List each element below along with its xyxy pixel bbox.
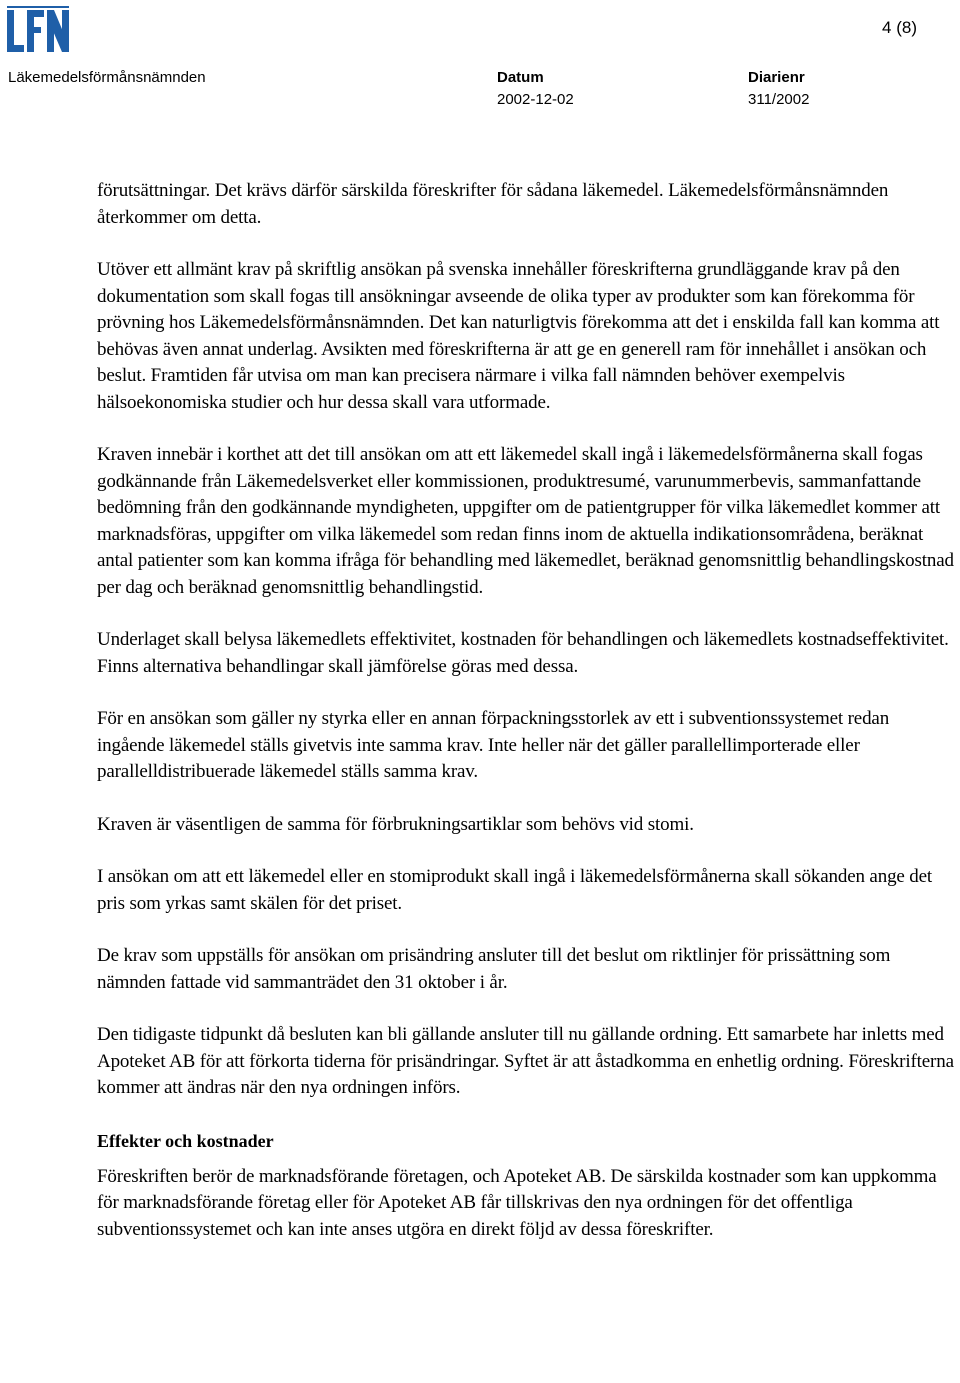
document-body — [97, 178, 959, 1269]
date-label — [497, 69, 544, 87]
org-name: Läkemedelsförmånsnämnden — [8, 69, 206, 86]
paragraph: förutsättningar. Det krävs därför särskilda föreskrifter för sådana läkemedel. Läkemedelsförmånsnämnden återkommer om detta. — [97, 180, 889, 228]
page-number: 4 (8) — [882, 18, 917, 37]
diarienr-label — [748, 69, 805, 87]
paragraph: Kraven är väsentligen de samma för förbrukningsartiklar som behövs vid stomi. — [97, 813, 694, 835]
paragraph: Kraven innebär i korthet att det till ansökan om att ett läkemedel skall ingå i läkemedelsförmånerna skall fogas godkännande från Läkemedelsverket eller kommissionen, produktresumé, varunummerbevis, sammanfattande bedömning från den godkännande myndigheten, uppgifter om de patientgrupper för vilka läkemedlet kommer att marknadsföras, uppgifter om vilka läkemedel som redan finns inom de aktuella indikationsområdena, beräknat antal patienter som kan komma ifråga för behandling med läkemedlet, beräknad genomsnittlig behandlingskostnad per dag och beräknad genomsnittlig behandlingstid. — [97, 444, 954, 598]
diarienr-label-text: Diarienr — [748, 69, 805, 86]
paragraph: De krav som uppställs för ansökan om prisändring ansluter till det beslut om riktlinjer för prissättning som nämnden fattade vid sammanträdet den 31 oktober i år. — [97, 945, 891, 993]
paragraph: Den tidigaste tidpunkt då besluten kan bli gällande ansluter till nu gällande ordning. Ett samarbete har inletts med Apoteket AB för att förkorta tiderna för prisändringar. Syftet är att åstadkomma en enhetlig ordning. Föreskrifterna kommer att ändras när den nya ordningen införs. — [97, 1024, 954, 1098]
lfn-logo — [7, 6, 69, 52]
paragraph: Utöver ett allmänt krav på skriftlig ansökan på svenska innehåller föreskrifterna grundläggande krav på den dokumentation som skall fogas till ansökningar avseende de olika typer av produkter som kan förekomma för prövning hos Läkemedelsförmånsnämnden. Det kan naturligtvis förekomma att det i enskilda fall kan komma att behövas även annat underlag. Avsikten med föreskrifterna är att ge en generell ram för innehållet i ansökan och beslut. Framtiden får utvisa om man kan precisera närmare i vilka fall nämnden behöver exempelvis hälsoekonomiska studier och hur dessa skall vara utformade. — [97, 259, 940, 413]
section-paragraph: Föreskriften berör de marknadsförande företagen, och Apoteket AB. De särskilda kostnader som kan uppkomma för marknadsförande företag eller för Apoteket AB får tillskrivas den nya ordningen för det offentliga subventionssystemet och kan inte anses utgöra en direkt följd av dessa föreskrifter. — [97, 1165, 937, 1240]
section-heading: Effekter och kostnader — [97, 1130, 274, 1151]
date-value: 2002-12-02 — [497, 91, 574, 108]
date-label-text: Datum — [497, 69, 544, 86]
paragraph: Underlaget skall belysa läkemedlets effektivitet, kostnaden för behandlingen och läkemedlets kostnadseffektivitet. Finns alternativa behandlingar skall jämförelse göras med dessa. — [97, 629, 949, 677]
paragraph: I ansökan om att ett läkemedel eller en stomiprodukt skall ingå i läkemedelsförmånerna skall sökanden ange det pris som yrkas samt skälen för det priset. — [97, 866, 933, 914]
diarienr-value: 311/2002 — [748, 91, 810, 108]
paragraph: För en ansökan som gäller ny styrka eller en annan förpackningsstorlek av ett i subventionssystemet redan ingående läkemedel ställs givetvis inte samma krav. Inte heller när det gäller parallellimporterade eller parallelldistribuerade läkemedel ställs samma krav. — [97, 708, 890, 782]
